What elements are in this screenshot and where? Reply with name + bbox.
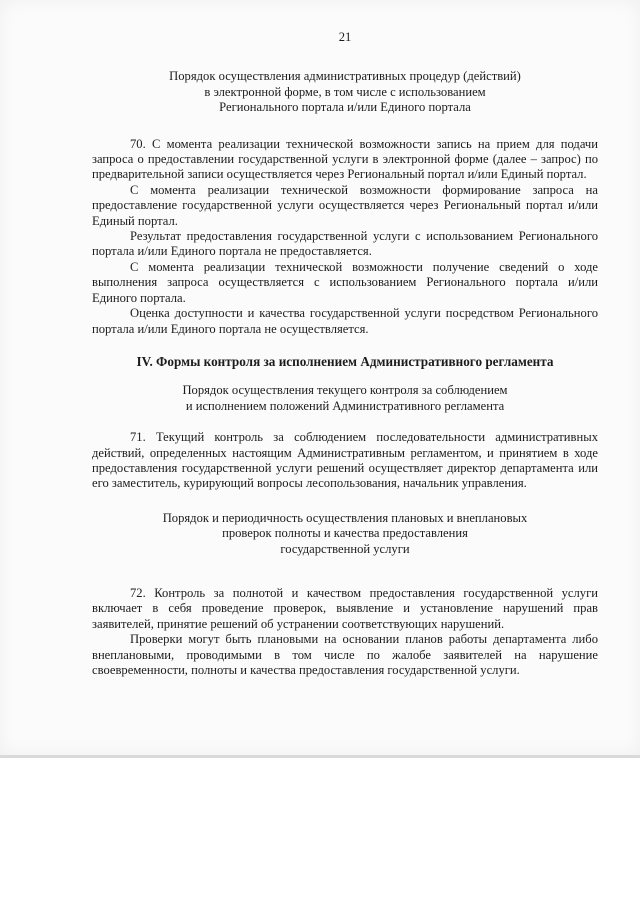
heading-line: в электронной форме, в том числе с использованием xyxy=(204,84,486,99)
paragraph-72: 72. Контроль за полнотой и качеством предоставления государственной услуги включает в себя проведение проверок, выявление и установление нарушений прав заявителей, принятие решений об устранении соответствующих нарушений. xyxy=(92,585,598,631)
heading-line: и исполнением положений Административного регламента xyxy=(185,398,505,413)
subsection-heading-inspections xyxy=(92,511,598,557)
paragraph: С момента реализации технической возможности получение сведений о ходе выполнения запроса осуществляется с использованием Регионального портала и/или Единого портала. xyxy=(92,259,598,305)
paragraph: С момента реализации технической возможности формирование запроса на предоставление государственной услуги осуществляется через Региональный портал и/или Единый портал. xyxy=(92,182,598,228)
paragraph: Проверки могут быть плановыми на основании планов работы департамента либо внеплановыми, проводимыми в том числе по жалобе заявителей на нарушение своевременности, полноты и качества предоставления государственной услуги. xyxy=(92,632,598,677)
document-page xyxy=(92,30,598,678)
paragraph: Оценка доступности и качества государственной услуги посредством Регионального портала и/или Единого портала не осуществляется. xyxy=(92,306,598,336)
heading-line: государственной услуги xyxy=(280,541,410,556)
heading-line: Порядок осуществления административных процедур (действий) xyxy=(169,69,521,84)
chapter-title-iv: IV. Формы контроля за исполнением Административного регламента xyxy=(136,353,554,369)
paragraph-71: 71. Текущий контроль за соблюдением последовательности административных действий, определенных настоящим Административным регламентом, и принятием в ходе предоставления государственной услуги решений осуществляет директор департамента или его заместитель, курирующий вопросы лесопользования, начальник управления. xyxy=(92,430,598,491)
heading-line: Регионального портала и/или Единого портала xyxy=(219,100,471,115)
subsection-heading-current-control xyxy=(92,383,598,414)
section-heading-electronic-procedures xyxy=(92,69,598,115)
heading-line: Порядок осуществления текущего контроля за соблюдением xyxy=(182,383,508,398)
paragraph: Результат предоставления государственной услуги с использованием Регионального портала и/или Единого портала не предоставляется. xyxy=(92,229,598,259)
heading-line: Порядок и периодичность осуществления плановых и внеплановых xyxy=(162,510,528,525)
heading-line: проверок полноты и качества предоставления xyxy=(222,526,468,541)
page-number: 21 xyxy=(338,30,352,44)
paragraph-70: 70. С момента реализации технической возможности запись на прием для подачи запроса о предоставлении государственной услуги в электронной форме (далее – запрос) по предварительной записи осуществляется через Региональный портал и/или Единый портал. xyxy=(92,136,598,182)
